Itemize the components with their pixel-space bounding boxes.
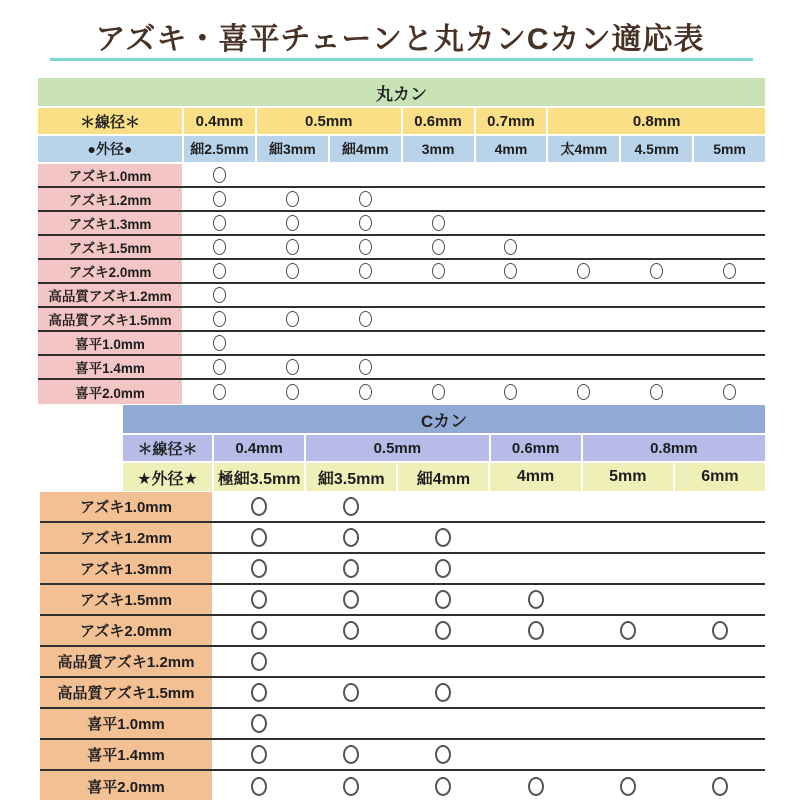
compatible-circle-icon [343,683,359,702]
chain-row-label: 喜平2.0mm [40,771,212,800]
mark-cell [548,356,619,378]
mark-cell [476,332,547,354]
compatible-circle-icon [435,528,451,547]
mark-cell [257,308,328,330]
compatible-circle-icon [213,287,226,303]
chain-row [38,380,765,404]
chain-row [40,554,765,585]
wire-diameter-value-cell: 0.7mm [476,108,547,134]
outer-diameter-value-cell: 細4mm [398,463,488,491]
chain-row [40,771,765,800]
outer-diameter-value-cell: 細2.5mm [184,136,255,162]
maru-rows [38,164,765,404]
outer-diameter-value-cell: 細4mm [330,136,401,162]
chain-row-label: アズキ1.3mm [38,212,182,234]
compatible-circle-icon [432,384,445,400]
mark-cell [490,709,580,738]
maru-kan-table [38,78,765,404]
mark-cell [583,678,673,707]
chain-row [38,260,765,284]
mark-cell [548,164,619,186]
mark-cell [548,236,619,258]
mark-cell [490,771,580,800]
mark-cell [476,188,547,210]
maru-wire-diameter-row [38,108,765,134]
mark-cell [330,260,401,282]
mark-cell [184,308,255,330]
mark-cell [548,308,619,330]
mark-cell [548,284,619,306]
compatible-circle-icon [723,384,736,400]
mark-cell [306,740,396,769]
mark-cell [403,332,474,354]
mark-cell [257,356,328,378]
compatible-circle-icon [712,777,728,796]
mark-cell [184,188,255,210]
compatible-circle-icon [251,621,267,640]
chain-row-label: 喜平1.4mm [38,356,182,378]
mark-cell [675,771,765,800]
compatible-circle-icon [435,683,451,702]
mark-cell [398,740,488,769]
mark-cell [214,616,304,645]
mark-cell [675,740,765,769]
compatible-circle-icon [504,239,517,255]
c-kan-table-header [123,405,765,493]
mark-cell [490,554,580,583]
mark-cell [306,616,396,645]
mark-cell [184,236,255,258]
mark-cell [490,585,580,614]
compatible-circle-icon [359,359,372,375]
compatible-circle-icon [213,335,226,351]
mark-cell [583,616,673,645]
mark-cell [214,709,304,738]
mark-cell [184,332,255,354]
mark-cell [476,212,547,234]
outer-diameter-value-cell: 4mm [490,463,580,491]
mark-cell [184,260,255,282]
mark-cell [214,771,304,800]
chain-row-label: 喜平1.0mm [38,332,182,354]
compatible-circle-icon [343,745,359,764]
mark-cell [621,308,692,330]
compatible-circle-icon [432,239,445,255]
outer-diameter-value-cell: 5mm [583,463,673,491]
chain-row [40,709,765,740]
wire-diameter-value-cell: 0.8mm [548,108,765,134]
mark-cell [214,523,304,552]
outer-diameter-value-cell: 太4mm [548,136,619,162]
mark-cell [490,616,580,645]
chain-row [40,585,765,616]
mark-cell [476,260,547,282]
mark-cell [306,523,396,552]
mark-cell [583,709,673,738]
compatible-circle-icon [251,528,267,547]
mark-cell [330,188,401,210]
mark-cell [621,236,692,258]
mark-cell [403,164,474,186]
mark-cell [675,647,765,676]
mark-cell [403,260,474,282]
c-wire-diameter-row [123,435,765,461]
c-kan-table-rows [40,492,765,800]
mark-cell [306,554,396,583]
mark-cell [694,284,765,306]
mark-cell [621,356,692,378]
mark-cell [490,523,580,552]
maru-kan-caption: 丸カン [38,78,765,106]
mark-cell [398,771,488,800]
mark-cell [398,554,488,583]
mark-cell [330,356,401,378]
wire-diameter-value-cell: 0.5mm [257,108,401,134]
compatible-circle-icon [286,263,299,279]
mark-cell [583,492,673,521]
mark-cell [621,332,692,354]
compatible-circle-icon [504,263,517,279]
compatible-circle-icon [435,621,451,640]
mark-cell [621,260,692,282]
compatible-circle-icon [251,683,267,702]
compatible-circle-icon [435,559,451,578]
chain-row [38,236,765,260]
compatible-circle-icon [504,384,517,400]
compatible-circle-icon [343,528,359,547]
compatible-circle-icon [577,263,590,279]
mark-cell [675,616,765,645]
chain-row [40,492,765,523]
mark-cell [330,284,401,306]
mark-cell [583,554,673,583]
compatible-circle-icon [286,215,299,231]
chain-row-label: アズキ1.0mm [38,164,182,186]
mark-cell [306,647,396,676]
mark-cell [214,740,304,769]
mark-cell [214,678,304,707]
chain-row [38,284,765,308]
compatible-circle-icon [213,191,226,207]
compatible-circle-icon [359,239,372,255]
compatible-circle-icon [712,621,728,640]
mark-cell [621,164,692,186]
mark-cell [257,236,328,258]
compatible-circle-icon [528,777,544,796]
mark-cell [675,554,765,583]
mark-cell [548,260,619,282]
compatible-circle-icon [432,263,445,279]
mark-cell [490,740,580,769]
compatible-circle-icon [213,359,226,375]
mark-cell [694,380,765,404]
mark-cell [476,308,547,330]
mark-cell [548,332,619,354]
mark-cell [306,771,396,800]
outer-diameter-header-cell: ●外径● [38,136,182,162]
mark-cell [476,284,547,306]
mark-cell [306,709,396,738]
mark-cell [403,284,474,306]
compatible-circle-icon [432,215,445,231]
mark-cell [583,647,673,676]
c-kan-caption: Cカン [123,405,765,433]
compatible-circle-icon [343,621,359,640]
mark-cell [694,260,765,282]
compatible-circle-icon [620,621,636,640]
mark-cell [257,260,328,282]
compatible-circle-icon [620,777,636,796]
mark-cell [257,284,328,306]
mark-cell [675,492,765,521]
mark-cell [306,678,396,707]
mark-cell [330,164,401,186]
compatible-circle-icon [213,311,226,327]
compatible-circle-icon [251,777,267,796]
chain-row [38,356,765,380]
mark-cell [306,585,396,614]
mark-cell [621,212,692,234]
chain-row [40,616,765,647]
compatible-circle-icon [528,590,544,609]
mark-cell [214,585,304,614]
mark-cell [330,308,401,330]
mark-cell [694,212,765,234]
compatible-circle-icon [213,263,226,279]
mark-cell [694,308,765,330]
chain-row-label: 高品質アズキ1.5mm [40,678,212,707]
chain-row [40,523,765,554]
compatible-circle-icon [435,590,451,609]
compatible-circle-icon [343,497,359,516]
mark-cell [403,236,474,258]
mark-cell [398,585,488,614]
chain-row [38,188,765,212]
outer-diameter-value-cell: 細3mm [257,136,328,162]
mark-cell [398,523,488,552]
mark-cell [694,164,765,186]
chain-row [40,740,765,771]
mark-cell [694,188,765,210]
wire-diameter-header-cell: ＊線径＊ [38,108,182,134]
mark-cell [694,356,765,378]
outer-diameter-value-cell: 極細3.5mm [214,463,304,491]
mark-cell [330,236,401,258]
compatible-circle-icon [251,590,267,609]
mark-cell [490,678,580,707]
chain-row-label: アズキ2.0mm [38,260,182,282]
title-underline [50,58,753,61]
compatible-circle-icon [251,745,267,764]
maru-outer-diameter-row [38,136,765,162]
mark-cell [330,332,401,354]
compatible-circle-icon [251,714,267,733]
compatible-circle-icon [286,359,299,375]
outer-diameter-value-cell: 細3.5mm [306,463,396,491]
chain-row [38,212,765,236]
mark-cell [675,678,765,707]
outer-diameter-value-cell: 4.5mm [621,136,692,162]
chain-row-label: アズキ1.5mm [40,585,212,614]
mark-cell [330,380,401,404]
mark-cell [548,212,619,234]
mark-cell [621,188,692,210]
compatible-circle-icon [286,384,299,400]
chain-row [38,308,765,332]
chain-row-label: アズキ1.2mm [40,523,212,552]
mark-cell [398,678,488,707]
mark-cell [476,236,547,258]
mark-cell [398,492,488,521]
outer-diameter-value-cell: 3mm [403,136,474,162]
compatible-circle-icon [650,263,663,279]
outer-diameter-value-cell: 5mm [694,136,765,162]
chain-row-label: アズキ1.5mm [38,236,182,258]
chain-row-label: 喜平1.0mm [40,709,212,738]
wire-diameter-value-cell: 0.5mm [306,435,488,461]
mark-cell [490,492,580,521]
wire-diameter-header-cell: ＊線径＊ [123,435,212,461]
mark-cell [694,332,765,354]
mark-cell [214,647,304,676]
chain-row [40,647,765,678]
mark-cell [398,647,488,676]
compatible-circle-icon [359,384,372,400]
outer-diameter-value-cell: 6mm [675,463,765,491]
compatible-circle-icon [213,167,226,183]
compatible-circle-icon [251,497,267,516]
mark-cell [403,356,474,378]
compatible-circle-icon [343,590,359,609]
wire-diameter-value-cell: 0.6mm [491,435,581,461]
mark-cell [694,236,765,258]
mark-cell [184,356,255,378]
chain-row-label: アズキ2.0mm [40,616,212,645]
mark-cell [675,585,765,614]
compatible-circle-icon [577,384,590,400]
mark-cell [306,492,396,521]
wire-diameter-value-cell: 0.4mm [184,108,255,134]
compatible-circle-icon [286,191,299,207]
mark-cell [476,164,547,186]
compatible-circle-icon [359,191,372,207]
mark-cell [398,616,488,645]
compatible-circle-icon [251,652,267,671]
mark-cell [257,332,328,354]
wire-diameter-value-cell: 0.6mm [403,108,474,134]
mark-cell [214,554,304,583]
mark-cell [548,188,619,210]
mark-cell [403,380,474,404]
mark-cell [403,308,474,330]
compatible-circle-icon [213,215,226,231]
mark-cell [184,284,255,306]
compatible-circle-icon [286,239,299,255]
chain-row-label: アズキ1.2mm [38,188,182,210]
compatible-circle-icon [286,311,299,327]
mark-cell [675,523,765,552]
compatible-circle-icon [435,745,451,764]
wire-diameter-value-cell: 0.8mm [583,435,765,461]
mark-cell [583,585,673,614]
mark-cell [621,380,692,404]
chain-row-label: 高品質アズキ1.5mm [38,308,182,330]
mark-cell [548,380,619,404]
mark-cell [403,188,474,210]
chain-row-label: 高品質アズキ1.2mm [38,284,182,306]
mark-cell [330,212,401,234]
mark-cell [621,284,692,306]
chain-row-label: 喜平2.0mm [38,380,182,404]
mark-cell [257,164,328,186]
chain-row-label: アズキ1.0mm [40,492,212,521]
mark-cell [257,212,328,234]
mark-cell [184,380,255,404]
compatible-circle-icon [343,777,359,796]
chain-row [38,164,765,188]
mark-cell [184,212,255,234]
compatible-circle-icon [251,559,267,578]
mark-cell [490,647,580,676]
compatible-circle-icon [435,777,451,796]
chain-row [40,678,765,709]
c-outer-diameter-row [123,463,765,491]
outer-diameter-value-cell: 4mm [476,136,547,162]
compatible-circle-icon [528,621,544,640]
mark-cell [583,523,673,552]
compatible-circle-icon [359,215,372,231]
compatible-circle-icon [213,239,226,255]
outer-diameter-header-cell: ★外径★ [123,463,212,491]
mark-cell [403,212,474,234]
page-title: アズキ・喜平チェーンと丸カンCカン適応表 [95,23,705,56]
mark-cell [476,380,547,404]
chain-row-label: アズキ1.3mm [40,554,212,583]
mark-cell [476,356,547,378]
wire-diameter-value-cell: 0.4mm [214,435,304,461]
compatible-circle-icon [723,263,736,279]
mark-cell [257,188,328,210]
compatible-circle-icon [359,311,372,327]
chain-row [38,332,765,356]
mark-cell [583,771,673,800]
compatible-circle-icon [343,559,359,578]
mark-cell [214,492,304,521]
mark-cell [398,709,488,738]
compatible-circle-icon [359,263,372,279]
mark-cell [675,709,765,738]
chain-row-label: 高品質アズキ1.2mm [40,647,212,676]
compatible-circle-icon [213,384,226,400]
mark-cell [257,380,328,404]
mark-cell [583,740,673,769]
mark-cell [184,164,255,186]
compatible-circle-icon [650,384,663,400]
chain-row-label: 喜平1.4mm [40,740,212,769]
